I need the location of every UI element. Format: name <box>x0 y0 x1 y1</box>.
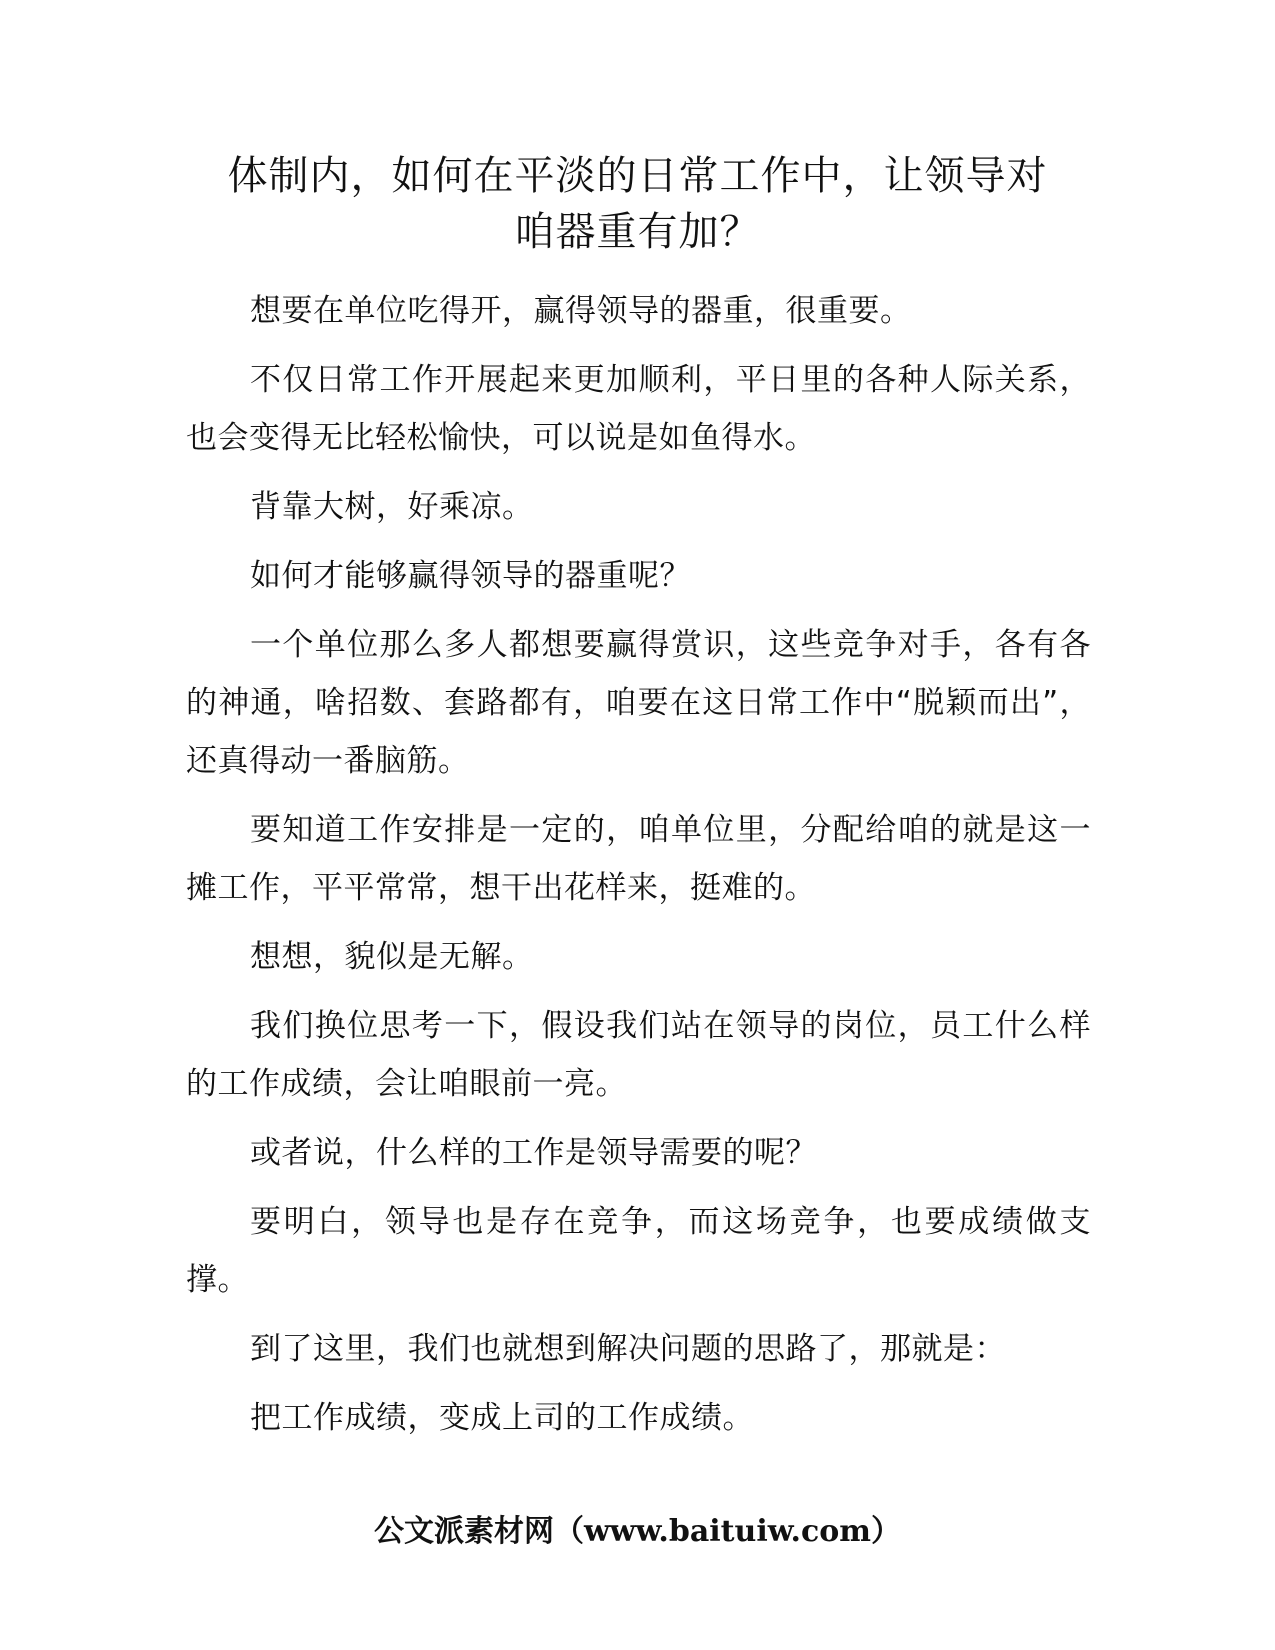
paragraph: 把工作成绩，变成上司的工作成绩。 <box>250 1400 754 1436</box>
paragraph: 如何才能够赢得领导的器重呢？ <box>250 558 691 594</box>
footer-source: 公文派素材网（www.baituiw.com） <box>373 1514 902 1549</box>
title-line-2: 咱器重有加？ <box>514 209 761 255</box>
paragraph: 要知道工作安排是一定的，咱单位里，分配给咱的就是这一摊工作，平平常常，想干出花样来，挺难的。 <box>186 812 1091 906</box>
paragraph: 背靠大树，好乘凉。 <box>250 489 534 525</box>
paragraph: 要明白，领导也是存在竞争，而这场竞争，也要成绩做支撑。 <box>186 1204 1091 1298</box>
paragraph: 或者说，什么样的工作是领导需要的呢？ <box>250 1135 817 1171</box>
document-title <box>170 148 1105 260</box>
title-line-1: 体制内，如何在平淡的日常工作中，让领导对 <box>227 153 1048 199</box>
paragraph: 想要在单位吃得开，赢得领导的器重，很重要。 <box>250 293 912 329</box>
paragraph: 想想，貌似是无解。 <box>250 939 534 975</box>
paragraph: 不仅日常工作开展起来更加顺利，平日里的各种人际关系，也会变得无比轻松愉快，可以说是如鱼得水。 <box>186 362 1091 456</box>
paragraph: 一个单位那么多人都想要赢得赏识，这些竞争对手，各有各的神通，啥招数、套路都有，咱要在这日常工作中“脱颖而出”，还真得动一番脑筋。 <box>186 627 1091 779</box>
document-body <box>186 282 1091 1458</box>
paragraph: 我们换位思考一下，假设我们站在领导的岗位，员工什么样的工作成绩，会让咱眼前一亮。 <box>186 1008 1091 1102</box>
paragraph: 到了这里，我们也就想到解决问题的思路了，那就是： <box>250 1331 1006 1367</box>
